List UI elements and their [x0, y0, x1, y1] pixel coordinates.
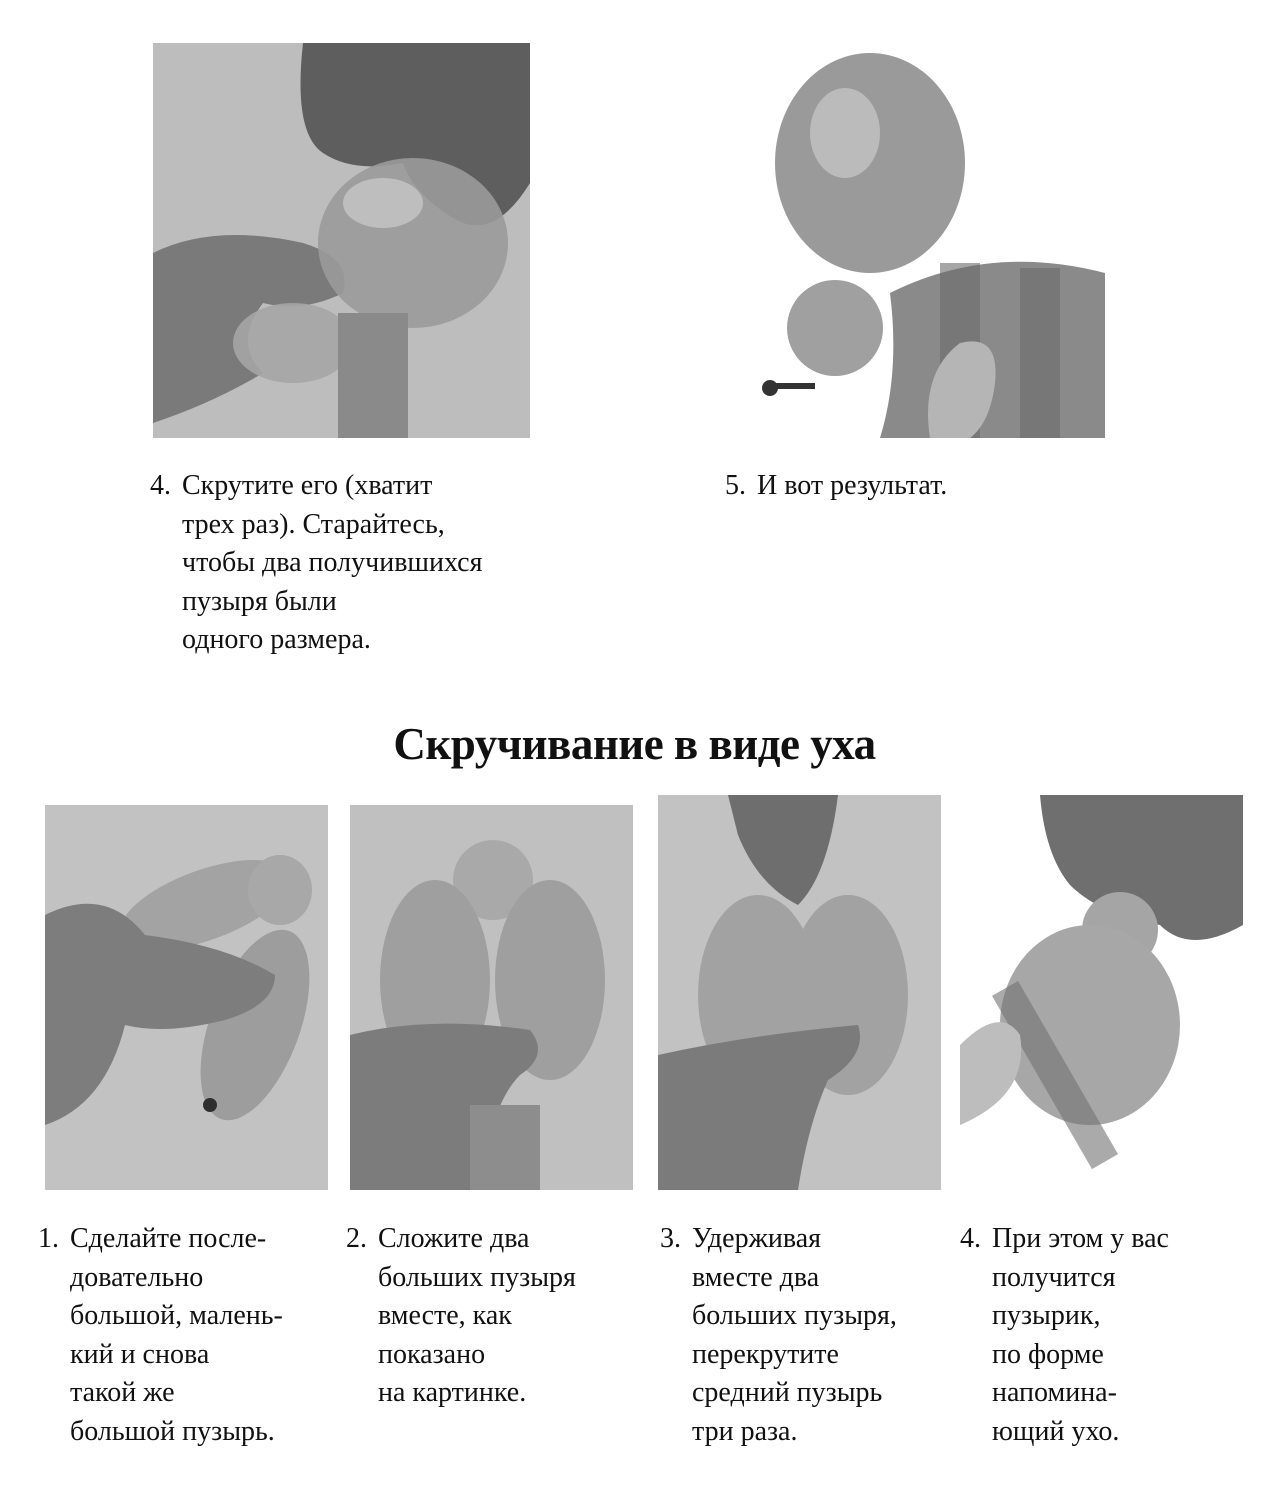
caption-ear-step-1 [38, 1220, 283, 1451]
caption-ear-step-4 [960, 1220, 1169, 1451]
caption-line: Скрутите его (хватит [182, 470, 433, 501]
caption-line: на картинке. [378, 1377, 527, 1408]
caption-line: показано [378, 1338, 486, 1370]
caption-line: перекрутите [692, 1338, 839, 1370]
caption-line: При этом у вас [992, 1223, 1169, 1254]
caption-line: пузырик, [992, 1300, 1101, 1331]
caption-line: такой же [70, 1377, 175, 1408]
caption-line: одного размера. [182, 624, 371, 655]
caption-line: напомина- [992, 1377, 1117, 1408]
caption-line: И вот результат. [757, 470, 948, 501]
caption-ear-step-2 [346, 1220, 576, 1413]
caption-ear-step-3 [660, 1220, 897, 1451]
caption-line: ющий ухо. [992, 1415, 1120, 1447]
caption-line: кий и снова [70, 1338, 210, 1370]
caption-line: Удерживая [692, 1223, 822, 1254]
caption-line: средний пузырь [692, 1377, 883, 1408]
caption-line: Сделайте после- [70, 1223, 267, 1254]
photo-ear-step-3 [658, 795, 941, 1190]
caption-line: большой пузырь. [70, 1415, 275, 1447]
step-number: 2. [346, 1223, 367, 1254]
caption-line: вместе, как [378, 1300, 512, 1331]
photo-ear-step-4 [960, 795, 1243, 1190]
caption-line: вместе два [692, 1261, 820, 1293]
section-title: Скручивание в виде уха [393, 719, 876, 769]
step-number: 4. [960, 1223, 981, 1254]
photo-top-step-4 [153, 43, 530, 438]
caption-line: пузыря были [182, 585, 337, 617]
photo-top-step-5 [740, 43, 1105, 438]
caption-line: больших пузыря, [692, 1300, 897, 1331]
photo-ear-step-2 [350, 805, 633, 1190]
caption-line: Сложите два [378, 1223, 530, 1254]
photo-ear-step-1 [45, 805, 328, 1190]
step-number: 1. [38, 1223, 59, 1254]
caption-line: чтобы два получившихся [182, 547, 483, 578]
caption-line: большой, малень- [70, 1300, 283, 1331]
caption-top-step-5 [725, 467, 947, 506]
caption-line: три раза. [692, 1415, 798, 1447]
step-number: 5. [725, 470, 746, 501]
caption-line: получится [992, 1261, 1116, 1293]
step-number: 4. [150, 470, 171, 501]
caption-top-step-4 [150, 467, 482, 660]
caption-line: довательно [70, 1261, 204, 1293]
step-number: 3. [660, 1223, 681, 1254]
caption-line: больших пузыря [378, 1261, 576, 1293]
caption-line: по форме [992, 1338, 1104, 1370]
caption-line: трех раз). Старайтесь, [182, 508, 445, 540]
